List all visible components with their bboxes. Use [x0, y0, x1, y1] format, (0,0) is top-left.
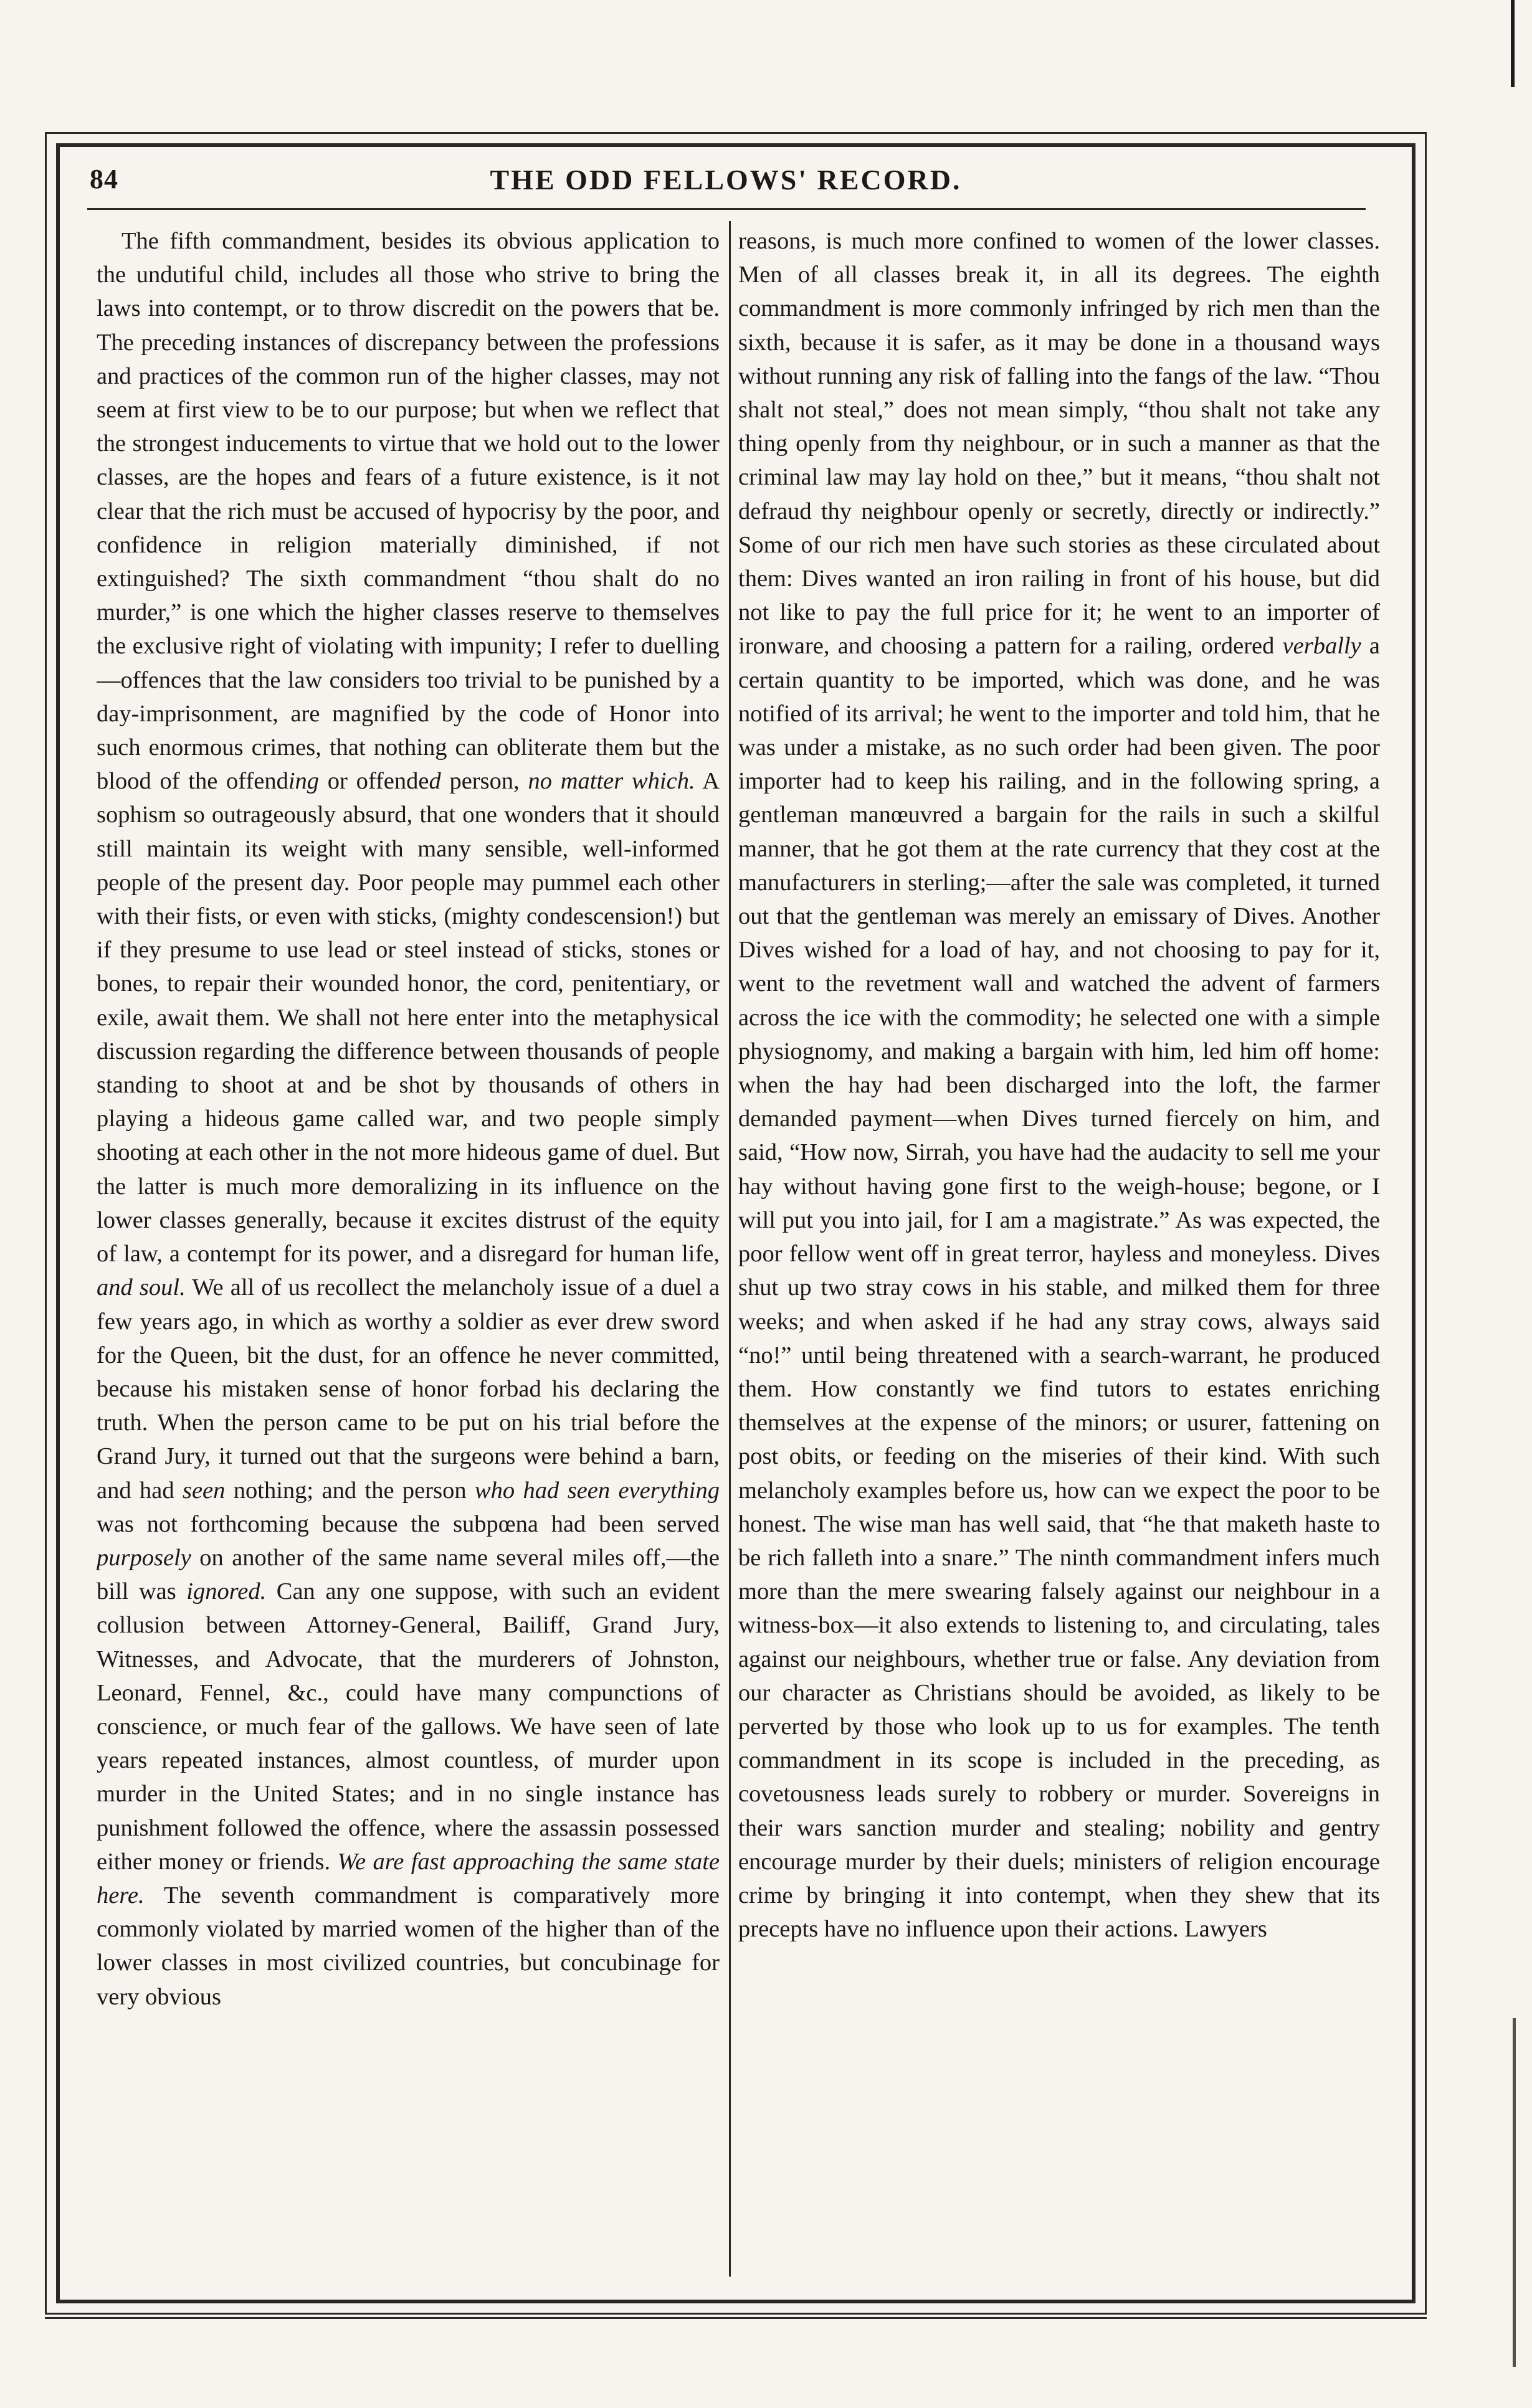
page-number: 84: [90, 164, 118, 194]
text-run: a certain quantity to be imported, which was done, and he was notified of its arrival; he went to the importer and told him, that he was under a mistake, as no such order had been given. The poor importer had to keep his railing, and in the following spring, a gentleman manœuvred a bargain for the rails in such a skilful manner, that he got them at the rate currency that they cost at the manufacturers in sterling;—after the sale was completed, it turned out that the gentleman was merely an emissary of Dives. Another Dives wished for a load of hay, and not choosing to pay for it, went to the revetment wall and watched the advent of farmers across the ice with the commodity; he selected one with a simple physiognomy, and making a bargain with him, led him off home: when the hay had been discharged into the loft, the farmer demanded payment—when Dives turned fiercely on him, and said, “How now, Sirrah, you have had the audacity to sell me your hay without having gone first to the weigh-house; begone, or I will put you into jail, for I am a magistrate.” As was expected, the poor fellow went off in great terror, hayless and moneyless. Dives shut up two stray cows in his stable, and milked them for three weeks; and when asked if he had any stray cows, always said “no!” until being threatened with a search-warrant, he produced them. How constantly we find tutors to estates enriching themselves at the expense of the minors; or usurer, fattening on post obits, or feeding on the miseries of their kind. With such melancholy examples before us, how can we expect the poor to be honest. The wise man has well said, that “he that maketh haste to be rich falleth into a snare.” The ninth commandment infers much more than the mere swearing falsely against our neighbour in a witness-box—it also extends to listening to, and circulating, tales against our neighbours, whether true or false. Any deviation from our character as Christians should be avoided, as likely to be perverted by those who look up to us for examples. The tenth commandment in its scope is included in the preceding, as covetousness leads surely to robbery or murder. Sovereigns in their wars sanction murder and stealing; nobility and gentry encourage murder by their duels; ministers of religion encourage crime by bringing it into contempt, when they shew that its precepts have no influence upon their actions. Lawyers: [738, 633, 1380, 1943]
column-rule: [729, 221, 731, 2277]
italic-run: who had seen everything: [474, 1477, 720, 1504]
page-header: [87, 154, 1364, 211]
italic-run: no matter which.: [528, 768, 695, 795]
header-rule: [87, 208, 1366, 210]
text-run: The seventh commandment is comparatively more commonly violated by married women of the higher than of the lower classes in most civilized countries, but concubinage for very obvious: [97, 1882, 720, 2010]
text-run: was not forthcoming because the subpœna had been served: [97, 1510, 720, 1537]
text-run: reasons, is much more confined to women of the lower classes. Men of all classes break it, in all its degrees. The eighth commandment is more commonly infringed by rich men than the sixth, because it is safer, as it may be done in a thousand ways without running any risk of falling into the fangs of the law. “Thou shalt not steal,” does not mean simply, “thou shalt not take any thing openly from thy neighbour, or in such a manner as that the criminal law may lay hold on thee,” but it means, “thou shalt not defraud thy neighbour openly or secretly, directly or indirectly.” Some of our rich men have such stories as these circulated about them: Dives wanted an iron railing in front of his house, but did not like to pay the full price for it; he went to an importer of ironware, and choosing a pattern for a railing, ordered: [738, 228, 1380, 660]
scan-edge-mark: [1511, 0, 1515, 87]
right-column: [738, 224, 1380, 2280]
text-run: or offende: [319, 768, 429, 795]
italic-run: verbally: [1282, 633, 1361, 660]
italic-run: We are fast approaching the same state here.: [97, 1848, 720, 1908]
paragraph: [738, 224, 1380, 1946]
italic-run: d: [429, 768, 441, 795]
footer-rule: [45, 2317, 1427, 2319]
text-run: nothing; and the person: [225, 1477, 475, 1504]
paragraph: [97, 224, 720, 2014]
text-run: The fifth commandment, besides its obvious application to the undutiful child, includes all those who strive to bring the laws into contempt, or to throw discredit on the powers that be. The preceding instances of discrepancy between the professions and practices of the common run of the higher classes, may not seem at first view to be to our purpose; but when we reflect that the strongest inducements to virtue that we hold out to the lower classes, are the hopes and fears of a future existence, is it not clear that the rich must be accused of hypocrisy by the poor, and confidence in religion materially diminished, if not extinguished? The sixth commandment “thou shalt do no murder,” is one which the higher classes reserve to themselves the exclusive right of violating with impunity; I refer to duelling—offences that the law considers too trivial to be punished by a day-imprisonment, are magnified by the code of Honor into such enormous crimes, that nothing can obliterate them but the blood of the offend: [97, 228, 720, 795]
italic-run: and soul.: [97, 1274, 186, 1301]
italic-run: seen: [182, 1477, 226, 1504]
running-title: THE ODD FELLOWS' RECORD.: [490, 164, 962, 196]
text-run: on another of the same name several miles off,—the bill was: [97, 1544, 720, 1605]
left-column: [97, 224, 720, 2280]
text-run: We all of us recollect the melancholy issue of a duel a few years ago, in which as worthy a soldier as ever drew sword for the Queen, bit the dust, for an offence he never committed, because his mistaken sense of honor forbad his declaring the truth. When the person came to be put on his trial before the Grand Jury, it turned out that the surgeons were behind a barn, and had: [97, 1274, 720, 1504]
italic-run: purposely: [97, 1544, 191, 1571]
scan-edge-mark-lower: [1513, 2018, 1516, 2367]
italic-run: ing: [288, 768, 320, 795]
text-run: person,: [440, 768, 528, 795]
italic-run: ignored.: [186, 1578, 267, 1605]
text-run: Can any one suppose, with such an evident collusion between Attorney-General, Bailiff, Grand Jury, Witnesses, and Advocate, that the murderers of Johnston, Leonard, Fennel, &c., could have many compunctions of conscience, or much fear of the gallows. We have seen of late years repeated instances, almost countless, of murder upon murder in the United States; and in no single instance has punishment followed the offence, where the assassin possessed either money or friends.: [97, 1578, 720, 1875]
text-run: A sophism so outrageously absurd, that one wonders that it should still maintain its weight with many sensible, well-informed people of the present day. Poor people may pummel each other with their fists, or even with sticks, (mighty condescension!) but if they presume to use lead or steel instead of sticks, stones or bones, to repair their wounded honor, the cord, penitentiary, or exile, await them. We shall not here enter into the metaphysical discussion regarding the difference between thousands of people standing to shoot at and be shot by thousands of others in playing a hideous game called war, and two people simply shooting at each other in the not more hideous game of duel. But the latter is much more demoralizing in its influence on the lower classes generally, because it excites distrust of the equity of law, a contempt for its power, and a disregard for human life,: [97, 768, 720, 1268]
